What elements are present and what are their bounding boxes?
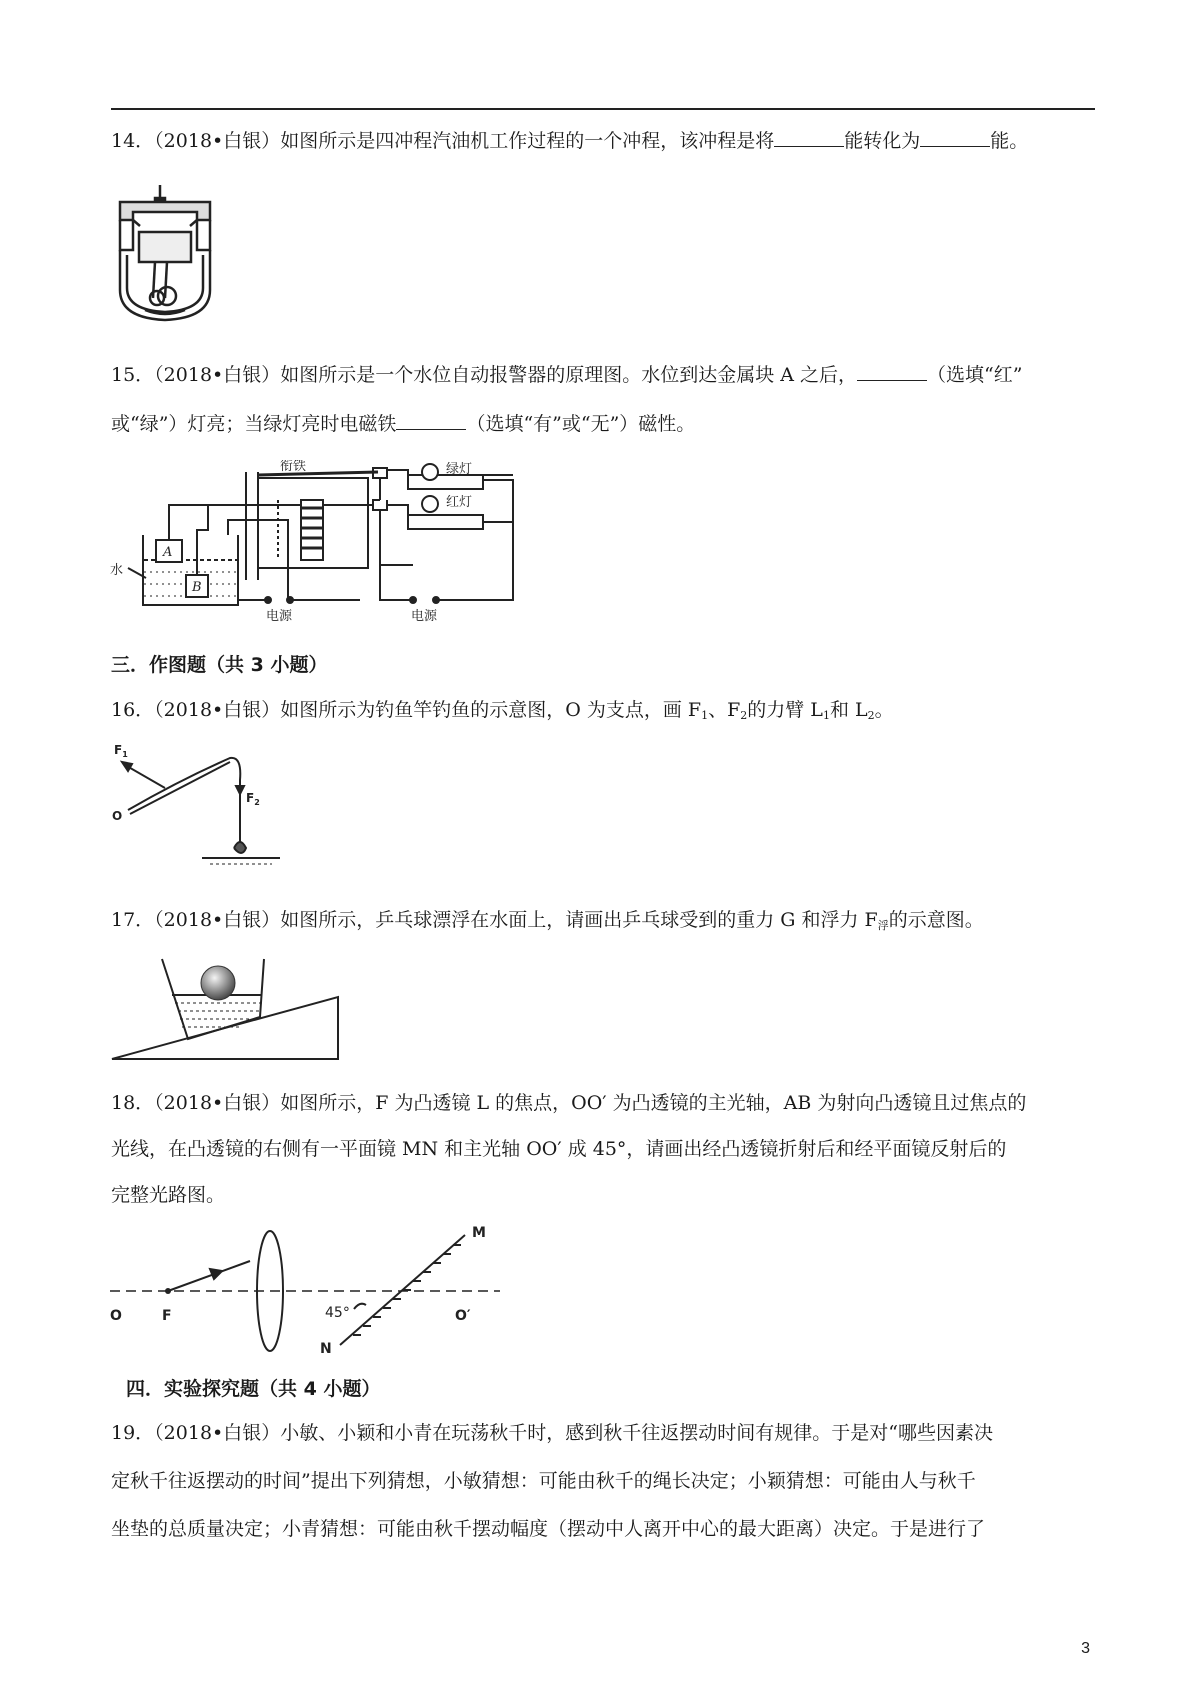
- floating-ball-figure: [110, 945, 350, 1065]
- question-17: [111, 905, 984, 941]
- q15-line2-b: （选填“有”或“无”）磁性。: [466, 413, 696, 435]
- q17-text-a: 17．（2018•白银）如图所示，乒乓球漂浮在水面上，请画出乒乓球受到的重力 G 和浮力 F: [111, 909, 878, 931]
- q16-sub-2: 2: [740, 709, 748, 722]
- label-axis-o: O: [110, 1308, 122, 1324]
- label-angle-45: 45°: [325, 1305, 350, 1321]
- label-block-b: B: [192, 580, 202, 595]
- fishing-rod-figure: [110, 740, 290, 875]
- question-14: [111, 124, 1028, 156]
- q14-blank-1[interactable]: [774, 124, 844, 147]
- q15-line1-a: 15．（2018•白银）如图所示是一个水位自动报警器的原理图。水位到达金属块 A 之后，: [111, 364, 858, 386]
- engine-stroke-figure: [115, 180, 225, 330]
- label-focus-f: F: [162, 1308, 172, 1324]
- question-18-line-3: 完整光路图。: [111, 1184, 226, 1206]
- question-18-line-2: 光线，在凸透镜的右侧有一平面镜 MN 和主光轴 OO′ 成 45°，请画出经凸透镜折射后和经平面镜反射后的: [111, 1138, 1007, 1160]
- q14-text-c: 能。: [990, 130, 1029, 152]
- question-19-line-3: 坐垫的总质量决定；小青猜想：可能由秋千摆动幅度（摆动中人离开中心的最大距离）决定。于是进行了: [111, 1518, 986, 1540]
- q17-text-b: 的示意图。: [888, 909, 984, 931]
- q16-sub-1: 1: [701, 709, 709, 722]
- svg-text:F2: [246, 791, 260, 807]
- label-block-a: A: [163, 545, 173, 560]
- q16-text-e: 。: [874, 699, 894, 721]
- question-18-line-1: 18．（2018•白银）如图所示，F 为凸透镜 L 的焦点，OO′ 为凸透镜的主光轴，AB 为射向凸透镜且过焦点的: [111, 1092, 1027, 1114]
- label-red-lamp: 红灯: [446, 495, 473, 510]
- label-f2-sub: 2: [254, 798, 260, 807]
- question-19-line-2: 定秋千往返摆动的时间”提出下列猜想，小敏猜想：可能由秋千的绳长决定；小颖猜想：可能由人与秋千: [111, 1470, 976, 1492]
- water-alarm-circuit-figure: [108, 460, 568, 630]
- header-rule: [111, 108, 1095, 110]
- q16-text-a: 16．（2018•白银）如图所示为钓鱼竿钓鱼的示意图，O 为支点，画 F: [111, 699, 702, 721]
- label-f1-sub: 1: [122, 750, 128, 759]
- label-armature: 衔铁: [280, 460, 307, 474]
- q16-text-b: 、F: [708, 699, 741, 721]
- q15-line1-b: （选填“红”: [927, 364, 1023, 386]
- q15-line2-a: 或“绿”）灯亮；当绿灯亮时电磁铁: [111, 413, 397, 435]
- q14-text-b: 能转化为: [844, 130, 921, 152]
- page-number: 3: [1081, 1640, 1090, 1657]
- label-pivot-o: O: [112, 809, 123, 823]
- q16-text-d: 和 L: [829, 699, 868, 721]
- q15-blank-2[interactable]: [396, 407, 466, 430]
- question-15-line-1: [111, 358, 1022, 390]
- label-green-lamp: 绿灯: [446, 462, 473, 477]
- label-f1: F: [114, 743, 123, 757]
- question-15-line-2: [111, 407, 695, 439]
- question-19-line-1: 19．（2018•白银）小敏、小颖和小青在玩荡秋千时，感到秋千往返摆动时间有规律。于是对“哪些因素决: [111, 1422, 993, 1444]
- label-mirror-m: M: [472, 1225, 486, 1241]
- lens-mirror-figure: [110, 1225, 510, 1355]
- label-f2: F: [246, 791, 255, 805]
- section-4-heading: 四．实验探究题（共 4 小题）: [126, 1378, 381, 1400]
- q16-sub-3: 1: [822, 709, 830, 722]
- q16-sub-4: 2: [867, 709, 875, 722]
- q15-blank-1[interactable]: [857, 358, 927, 381]
- q17-sub: 浮: [877, 919, 889, 932]
- label-axis-o-prime: O′: [455, 1308, 471, 1324]
- label-mirror-n: N: [320, 1341, 332, 1355]
- section-3-heading: 三．作图题（共 3 小题）: [111, 654, 328, 676]
- label-water: 水: [110, 563, 124, 578]
- q14-blank-2[interactable]: [920, 124, 990, 147]
- label-power-1: 电源: [266, 609, 293, 624]
- q16-text-c: 的力臂 L: [747, 699, 823, 721]
- label-power-2: 电源: [411, 609, 438, 624]
- q14-text-a: 14．（2018•白银）如图所示是四冲程汽油机工作过程的一个冲程，该冲程是将: [111, 130, 775, 152]
- question-16: [111, 695, 894, 731]
- svg-text:F1: [114, 743, 128, 759]
